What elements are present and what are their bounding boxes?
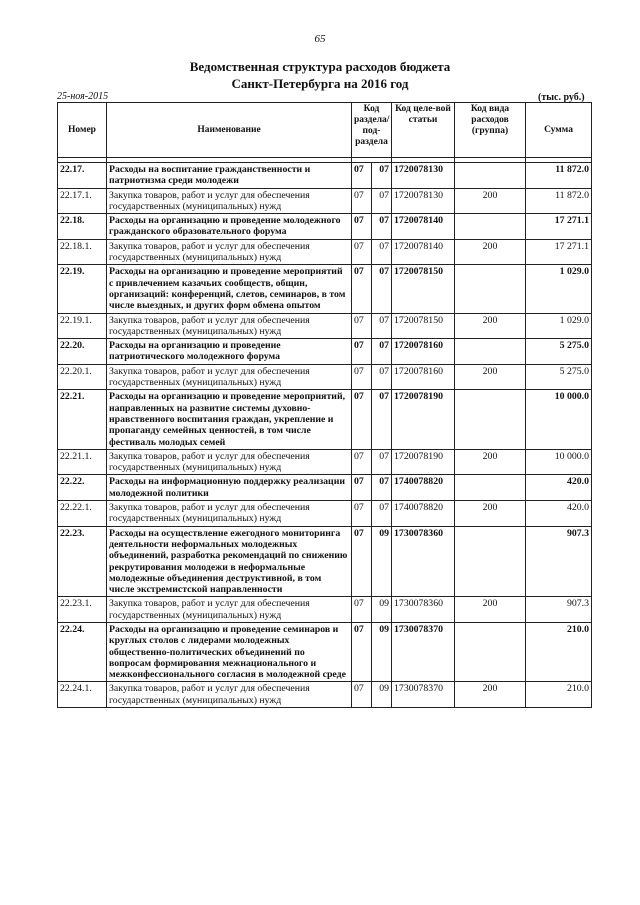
row-number: 22.22.1. [58,501,107,527]
row-name: Расходы на организацию и проведение семинаров и круглых столов с лидерами молодежных общественно-политических объединений по вопросам формирования межнационального и межконфессионального согласия в молодежной среде [107,622,352,681]
row-expense-type: 200 [455,449,526,475]
row-target-code: 1720078160 [392,364,455,390]
row-sum: 11 872.0 [526,163,592,189]
row-subsection-code: 07 [372,188,392,214]
row-sum: 907.3 [526,526,592,597]
row-sum: 10 000.0 [526,449,592,475]
row-number: 22.17.1. [58,188,107,214]
row-sum: 210.0 [526,682,592,708]
header-sum: Сумма [526,103,592,158]
row-section-code: 07 [352,188,372,214]
header-number: Номер [58,103,107,158]
header-name: Наименование [107,103,352,158]
row-section-code: 07 [352,449,372,475]
row-target-code: 1720078130 [392,188,455,214]
row-name: Расходы на организацию и проведение мероприятий с привлечением казачьих сообществ, общин, организаций: конференций, слетов, семинаров, в том числе выездных, и других форм обмена опытом [107,265,352,313]
row-sum: 420.0 [526,475,592,501]
row-subsection-code: 07 [372,364,392,390]
row-name: Расходы на информационную поддержку реализации молодежной политики [107,475,352,501]
row-expense-type: 200 [455,239,526,265]
row-expense-type [455,526,526,597]
table-row [58,682,592,708]
units-label: (тыс. руб.) [538,92,585,103]
row-target-code: 1730078370 [392,682,455,708]
row-sum: 5 275.0 [526,364,592,390]
row-target-code: 1720078130 [392,163,455,189]
row-subsection-code: 07 [372,475,392,501]
row-sum: 1 029.0 [526,265,592,313]
row-subsection-code: 07 [372,501,392,527]
row-name: Закупка товаров, работ и услуг для обеспечения государственных (муниципальных) нужд [107,501,352,527]
row-section-code: 07 [352,597,372,623]
row-expense-type: 200 [455,501,526,527]
table-row [58,475,592,501]
row-number: 22.21. [58,390,107,449]
row-section-code: 07 [352,163,372,189]
row-target-code: 1720078160 [392,339,455,365]
row-target-code: 1720078140 [392,239,455,265]
row-name: Расходы на воспитание гражданственности и патриотизма среди молодежи [107,163,352,189]
row-expense-type [455,622,526,681]
row-expense-type: 200 [455,188,526,214]
row-sum: 11 872.0 [526,188,592,214]
row-number: 22.24.1. [58,682,107,708]
row-section-code: 07 [352,339,372,365]
row-section-code: 07 [352,501,372,527]
row-section-code: 07 [352,682,372,708]
row-subsection-code: 07 [372,265,392,313]
document-date: 25-ноя-2015 [57,91,109,102]
row-sum: 907.3 [526,597,592,623]
row-name: Расходы на организацию и проведение молодежного гражданского образовательного форума [107,214,352,240]
row-number: 22.19. [58,265,107,313]
row-name: Расходы на организацию и проведение мероприятий, направленных на развитие системы духовно-нравственного воспитания граждан, укрепление и пропаганду семейных ценностей, в том числе фестиваль молодых семей [107,390,352,449]
row-subsection-code: 09 [372,622,392,681]
row-sum: 17 271.1 [526,239,592,265]
row-section-code: 07 [352,239,372,265]
row-sum: 420.0 [526,501,592,527]
row-number: 22.23.1. [58,597,107,623]
row-number: 22.20.1. [58,364,107,390]
budget-table [57,102,592,708]
row-number: 22.19.1. [58,313,107,339]
table-row [58,390,592,449]
row-name: Закупка товаров, работ и услуг для обеспечения государственных (муниципальных) нужд [107,188,352,214]
header-target-code: Код целе-вой статьи [392,103,455,158]
table-row [58,265,592,313]
row-target-code: 1720078140 [392,214,455,240]
row-subsection-code: 07 [372,214,392,240]
table-row [58,526,592,597]
row-number: 22.17. [58,163,107,189]
table-row [58,597,592,623]
row-section-code: 07 [352,622,372,681]
row-subsection-code: 07 [372,239,392,265]
row-subsection-code: 07 [372,313,392,339]
table-body [58,163,592,708]
row-section-code: 07 [352,364,372,390]
table-row [58,188,592,214]
row-subsection-code: 09 [372,597,392,623]
row-expense-type [455,390,526,449]
row-number: 22.24. [58,622,107,681]
row-sum: 210.0 [526,622,592,681]
row-expense-type [455,265,526,313]
table-row [58,313,592,339]
header-expense-type: Код вида расходов (группа) [455,103,526,158]
row-section-code: 07 [352,390,372,449]
row-subsection-code: 07 [372,449,392,475]
row-target-code: 1730078370 [392,622,455,681]
row-section-code: 07 [352,214,372,240]
document-title [0,58,640,92]
row-section-code: 07 [352,313,372,339]
table-row [58,364,592,390]
row-target-code: 1720078150 [392,313,455,339]
row-target-code: 1740078820 [392,475,455,501]
header-section-code: Код раздела/ под-раздела [352,103,392,158]
row-sum: 1 029.0 [526,313,592,339]
row-sum: 10 000.0 [526,390,592,449]
row-name: Закупка товаров, работ и услуг для обеспечения государственных (муниципальных) нужд [107,682,352,708]
row-number: 22.20. [58,339,107,365]
row-number: 22.18.1. [58,239,107,265]
row-name: Закупка товаров, работ и услуг для обеспечения государственных (муниципальных) нужд [107,239,352,265]
row-expense-type [455,475,526,501]
row-section-code: 07 [352,526,372,597]
row-number: 22.22. [58,475,107,501]
row-name: Закупка товаров, работ и услуг для обеспечения государственных (муниципальных) нужд [107,313,352,339]
row-subsection-code: 07 [372,339,392,365]
row-section-code: 07 [352,265,372,313]
row-target-code: 1720078150 [392,265,455,313]
row-section-code: 07 [352,475,372,501]
row-number: 22.18. [58,214,107,240]
table-header-row [58,103,592,158]
row-expense-type: 200 [455,682,526,708]
row-target-code: 1720078190 [392,449,455,475]
table-row [58,239,592,265]
row-number: 22.21.1. [58,449,107,475]
row-subsection-code: 07 [372,163,392,189]
row-target-code: 1730078360 [392,526,455,597]
row-name: Расходы на осуществление ежегодного мониторинга деятельности неформальных молодежных объединений, разработка рекомендаций по снижению рекрутирования молодежи в неформальные молодежные объединения деструктивной, в том числе экстремистской направленности [107,526,352,597]
row-expense-type: 200 [455,597,526,623]
table-row [58,214,592,240]
row-subsection-code: 07 [372,390,392,449]
table-row [58,163,592,189]
row-sum: 5 275.0 [526,339,592,365]
row-target-code: 1740078820 [392,501,455,527]
row-expense-type [455,339,526,365]
table-row [58,622,592,681]
row-expense-type [455,163,526,189]
row-name: Закупка товаров, работ и услуг для обеспечения государственных (муниципальных) нужд [107,364,352,390]
row-subsection-code: 09 [372,682,392,708]
title-line-1: Ведомственная структура расходов бюджета [189,59,451,74]
row-name: Расходы на организацию и проведение патриотического молодежного форума [107,339,352,365]
table-row [58,501,592,527]
row-name: Закупка товаров, работ и услуг для обеспечения государственных (муниципальных) нужд [107,449,352,475]
row-target-code: 1730078360 [392,597,455,623]
row-name: Закупка товаров, работ и услуг для обеспечения государственных (муниципальных) нужд [107,597,352,623]
row-number: 22.23. [58,526,107,597]
page-number: 65 [314,33,326,45]
row-subsection-code: 09 [372,526,392,597]
title-line-2: Санкт-Петербурга на 2016 год [231,76,409,91]
row-expense-type [455,214,526,240]
row-target-code: 1720078190 [392,390,455,449]
table-row [58,449,592,475]
table-row [58,339,592,365]
row-expense-type: 200 [455,364,526,390]
row-expense-type: 200 [455,313,526,339]
row-sum: 17 271.1 [526,214,592,240]
